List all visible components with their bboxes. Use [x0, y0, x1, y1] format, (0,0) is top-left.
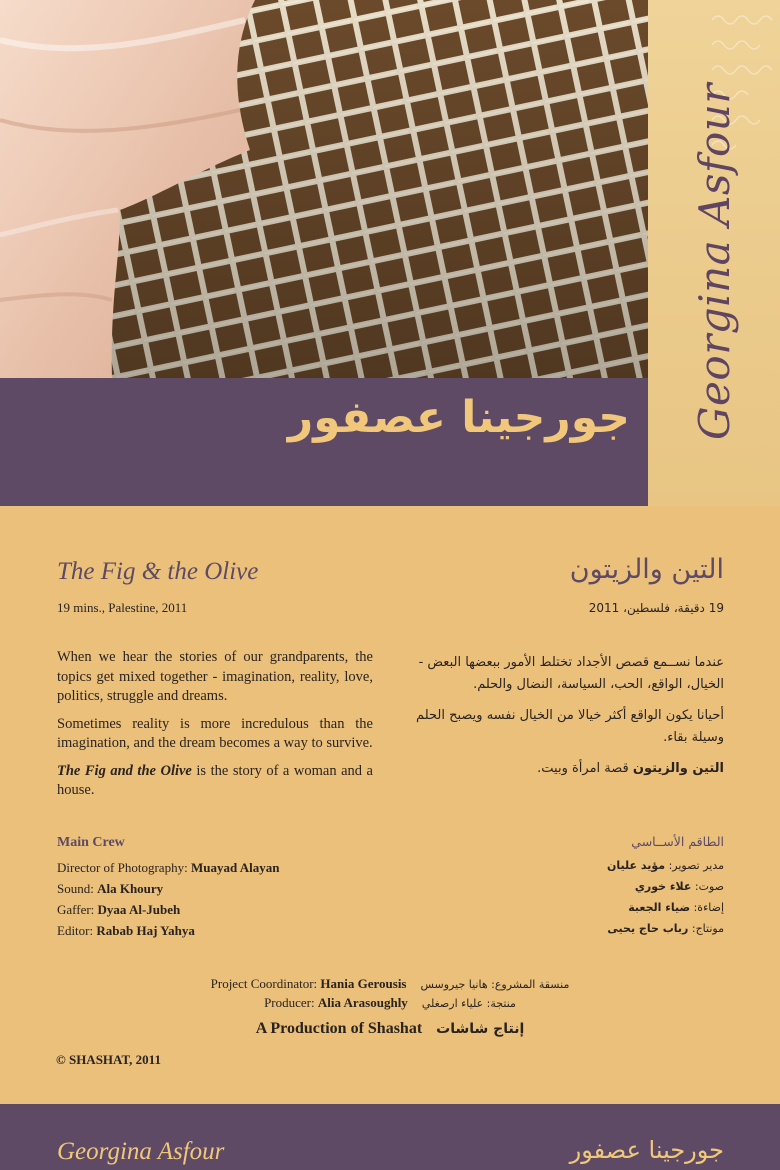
crew-name: Rabab Haj Yahya [96, 923, 195, 938]
credit-producer [0, 995, 780, 1011]
crew-row-ar [607, 855, 724, 876]
crew-role: صوت: [691, 880, 724, 893]
synopsis-ar-p3 [404, 758, 724, 780]
crew-name: Ala Khoury [97, 881, 164, 896]
sidebar-name: Georgina Asfour [690, 83, 739, 440]
synopsis-ar [404, 652, 724, 790]
crew-name: Dyaa Al-Jubeh [97, 902, 181, 917]
crew-row-ar [607, 876, 724, 897]
hero-photo-lace [0, 0, 648, 378]
credit-name: Alia Arasoughly [317, 995, 408, 1010]
footer-name-ar: جورجينا عصفور [569, 1136, 724, 1164]
crew-name: ضياء الجعبة [628, 901, 691, 914]
crew-row-ar [607, 918, 724, 939]
crew-list-en [57, 835, 279, 941]
synopsis-en [57, 648, 373, 809]
crew-role: Director of Photography: [57, 860, 191, 875]
synopsis-ar-p3-rest: قصة امرأة وبيت. [537, 761, 633, 776]
crew-role: Sound: [57, 881, 98, 896]
credit-name: Hania Gerousis [320, 976, 407, 991]
production-ar: إنتاج شاشات [436, 1021, 525, 1037]
synopsis-ar-film-name: التين والزيتون [632, 761, 724, 776]
copyright-notice: © SHASHAT, 2011 [56, 1052, 161, 1067]
crew-name: Muayad Alayan [190, 860, 280, 875]
sidebar-panel [648, 0, 780, 506]
crew-name: مؤيد عليان [607, 859, 666, 872]
crew-heading-ar: الطاقم الأســاسي [631, 834, 724, 849]
crew-role: إضاءة: [690, 901, 724, 914]
credit-arabic: منسقة المشروع: هانيا جيروسس [420, 978, 570, 991]
crew-name: علاء خوري [634, 880, 692, 893]
production-en: A Production of Shashat [255, 1020, 423, 1037]
credit-label: Producer: [264, 995, 318, 1010]
crew-row-en [57, 878, 279, 899]
crew-row-en [57, 899, 279, 920]
footer-name-en: Georgina Asfour [57, 1138, 225, 1165]
credit-label: Project Coordinator: [210, 976, 321, 991]
credit-arabic: منتجة: علياء ارصغلي [421, 997, 516, 1010]
synopsis-en-film-name: The Fig and the Olive [57, 762, 192, 779]
crew-role: Editor: [57, 923, 97, 938]
crew-role: Gaffer: [57, 902, 98, 917]
crew-list-ar [607, 834, 724, 939]
crew-row-en [57, 857, 279, 878]
crew-name: رباب حاج يحيى [607, 922, 689, 935]
synopsis-en-p3-rest: is the story of a woman and a house. [57, 762, 373, 798]
crew-row-ar [607, 897, 724, 918]
band-arabic-name: جورجينا عصفور [287, 392, 630, 443]
synopsis-en-p3 [57, 762, 373, 801]
synopsis-ar-p2: أحيانا يكون الواقع أكثر خيالا من الخيال نفسه ويصبح الحلم وسيلة بقاء. [416, 708, 724, 745]
lace-illustration [0, 0, 648, 378]
synopsis-en-p1: When we hear the stories of our grandparents, the topics get mixed together - imagination, reality, love, politics, struggle and dreams. [57, 649, 373, 704]
credit-coordinator [0, 976, 780, 992]
film-title-en: The Fig & the Olive [57, 558, 259, 585]
synopsis-en-p2: Sometimes reality is more incredulous than the imagination, and the dream becomes a way to survive. [57, 715, 373, 751]
synopsis-ar-p1: عندما نســمع قصص الأجداد تختلط الأمور ببعضها البعض - الخيال، الواقع، الحب، السياسة، النضال والحلم. [418, 655, 724, 692]
credit-production [0, 1020, 780, 1038]
crew-heading-en: Main Crew [57, 835, 125, 850]
film-meta-en: 19 mins., Palestine, 2011 [57, 600, 188, 615]
footer-band [0, 1104, 780, 1170]
crew-row-en [57, 920, 279, 941]
crew-role: مدير تصوير: [665, 859, 724, 872]
crew-role: مونتاج: [688, 922, 724, 935]
film-meta-ar: 19 دقيقة، فلسطين، 2011 [588, 601, 724, 615]
title-band [0, 378, 648, 506]
film-title-ar: التين والزيتون [569, 554, 724, 585]
